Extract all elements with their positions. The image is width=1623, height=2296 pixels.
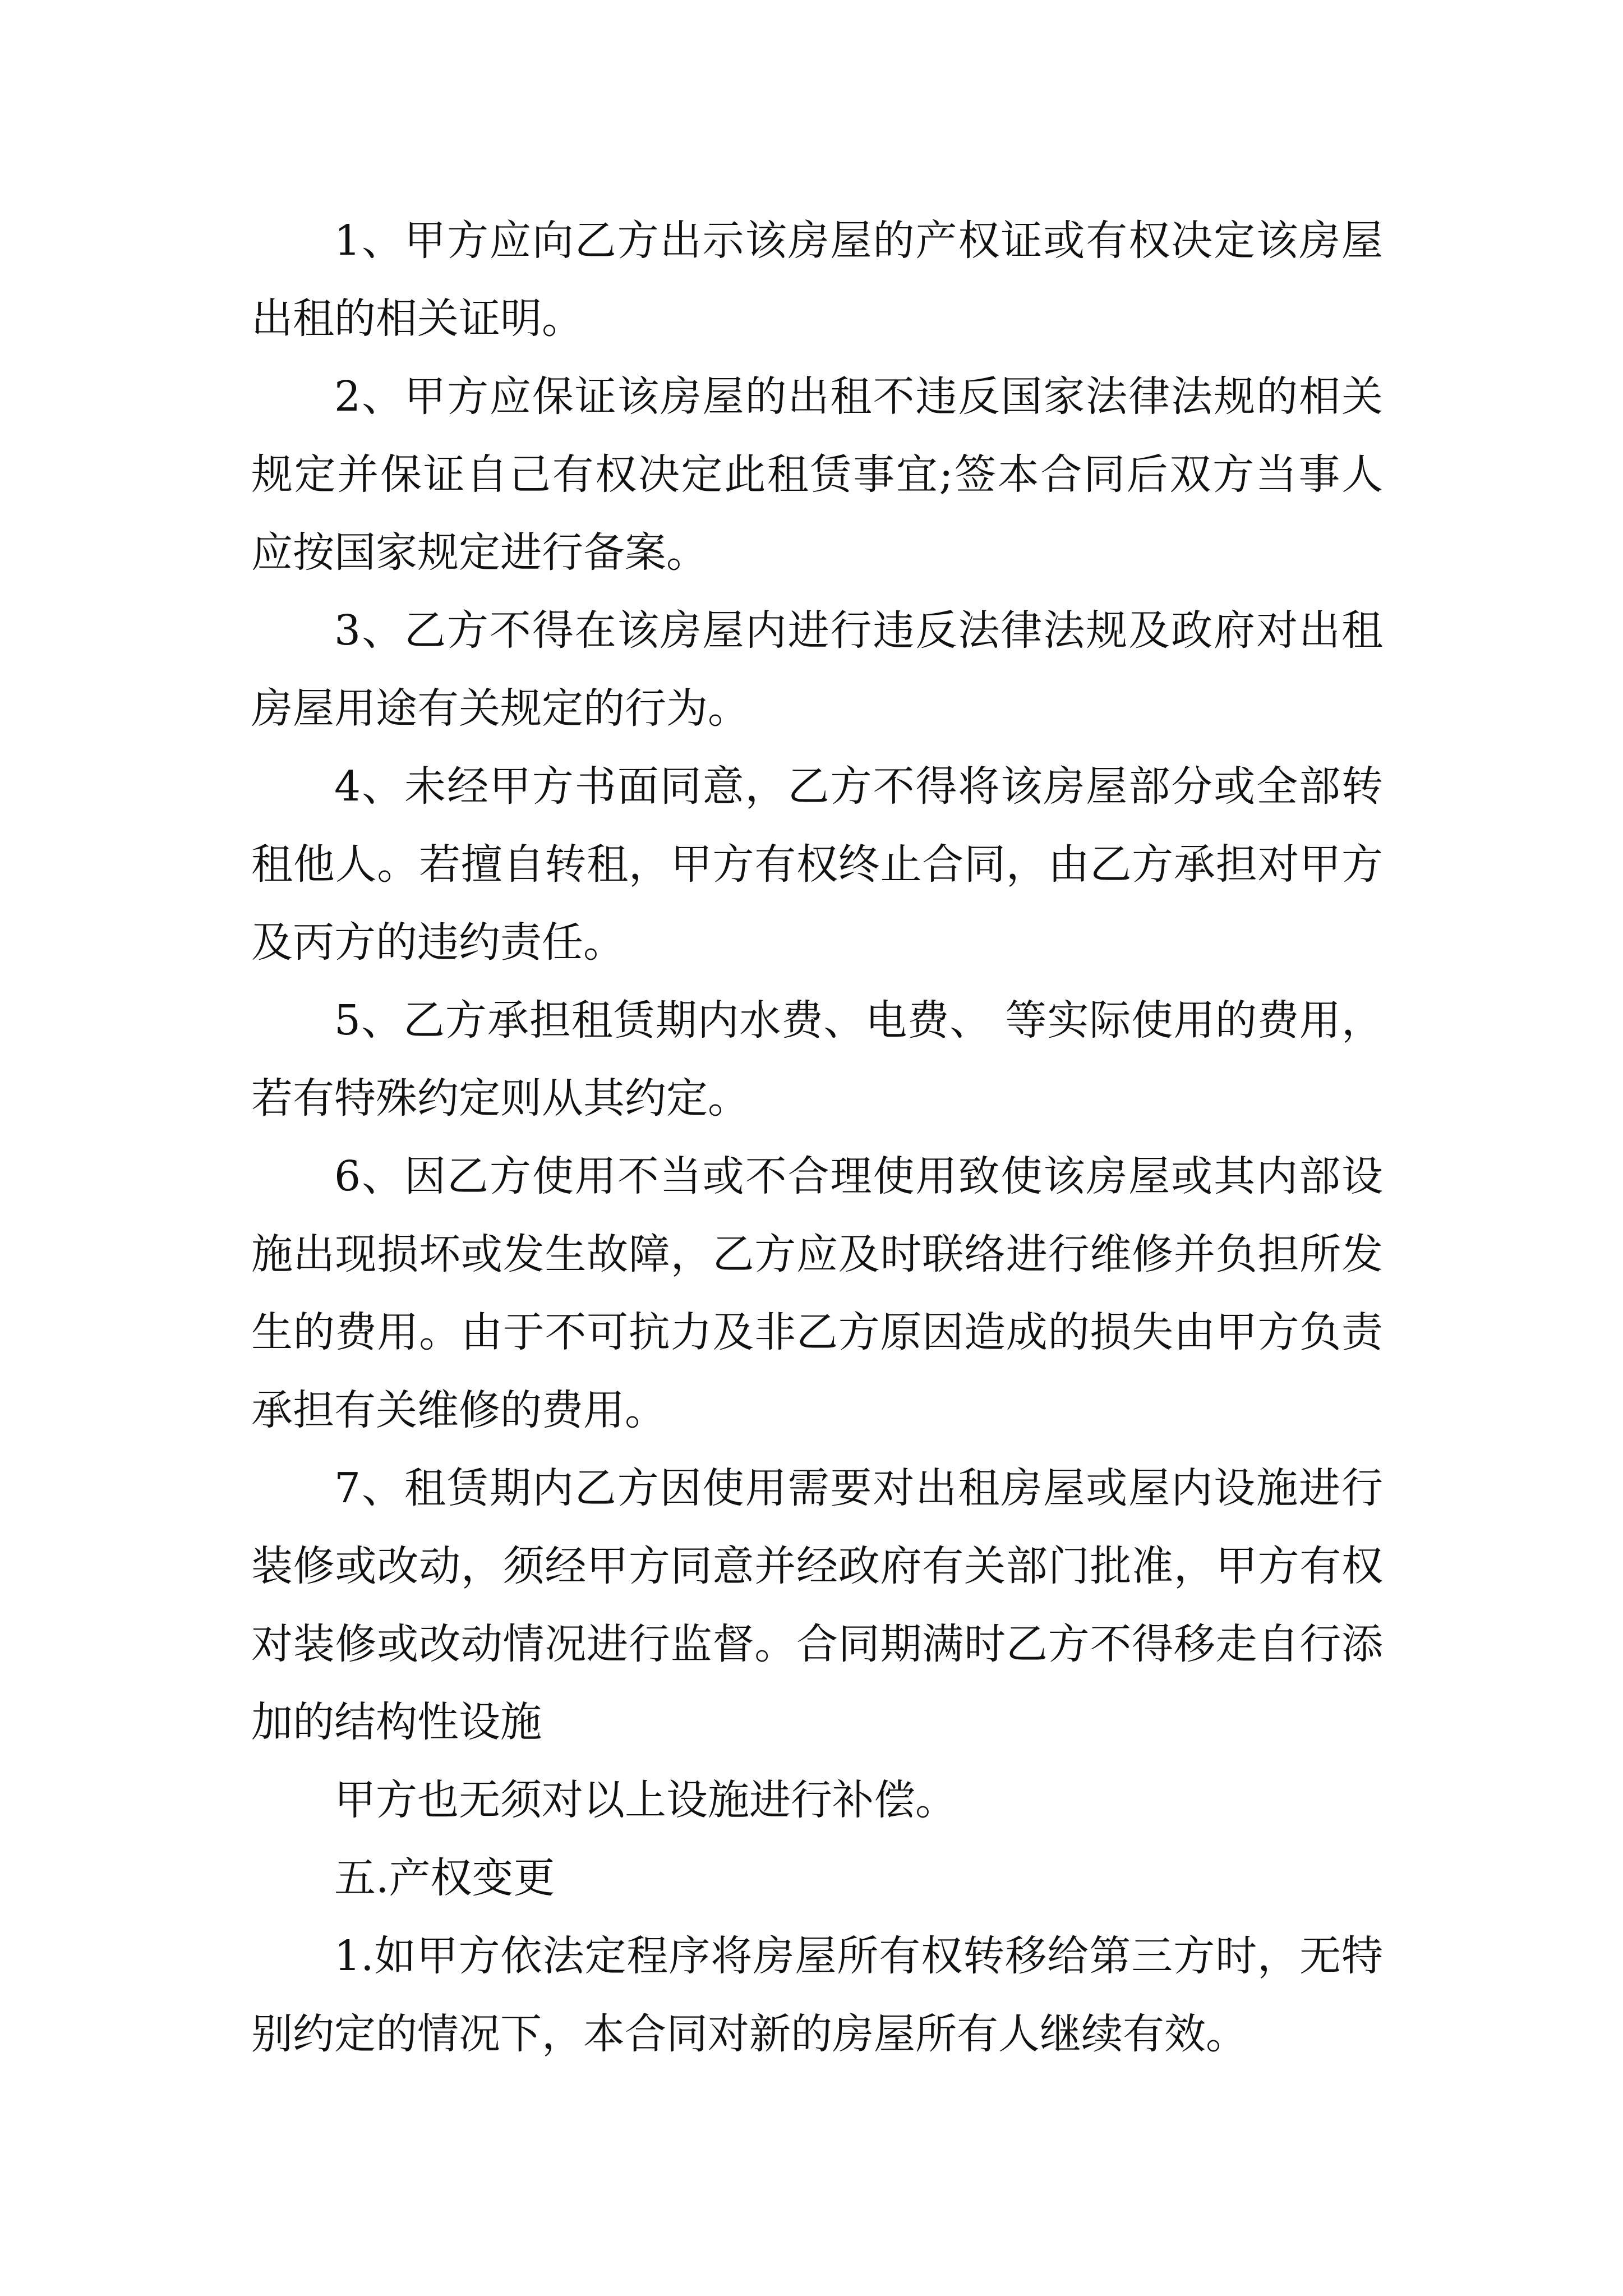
property-change-clause-1: 1.如甲方依法定程序将房屋所有权转移给第三方时，无特别约定的情况下，本合同对新的房屋所有人继续有效。 [251,1932,1383,2058]
section-heading-property-change: 五.产权变更 [334,1854,555,1902]
clause-4: 4、未经甲方书面同意，乙方不得将该房屋部分或全部转租他人。若擅自转租，甲方有权终止合同，由乙方承担对甲方及丙方的违约责任。 [251,762,1383,967]
clause-5: 5、乙方承担租赁期内水费、电费、 等实际使用的费用，若有特殊约定则从其约定。 [251,996,1383,1122]
document-body [251,202,1383,2073]
clause-2: 2、甲方应保证该房屋的出租不违反国家法律法规的相关规定并保证自己有权决定此租赁事宜;签本合同后双方当事人应按国家规定进行备案。 [251,372,1383,577]
clause-1: 1、甲方应向乙方出示该房屋的产权证或有权决定该房屋出租的相关证明。 [251,217,1383,343]
clause-3: 3、乙方不得在该房屋内进行违反法律法规及政府对出租房屋用途有关规定的行为。 [251,606,1383,733]
clause-7-continuation: 甲方也无须对以上设施进行补偿。 [334,1776,957,1824]
clause-7: 7、租赁期内乙方因使用需要对出租房屋或屋内设施进行装修或改动，须经甲方同意并经政府有关部门批准，甲方有权对装修或改动情况进行监督。合同期满时乙方不得移走自行添加的结构性设施 [251,1464,1383,1746]
clause-6: 6、因乙方使用不当或不合理使用致使该房屋或其内部设施出现损坏或发生故障，乙方应及时联络进行维修并负担所发生的费用。由于不可抗力及非乙方原因造成的损失由甲方负责承担有关维修的费用。 [251,1152,1383,1434]
